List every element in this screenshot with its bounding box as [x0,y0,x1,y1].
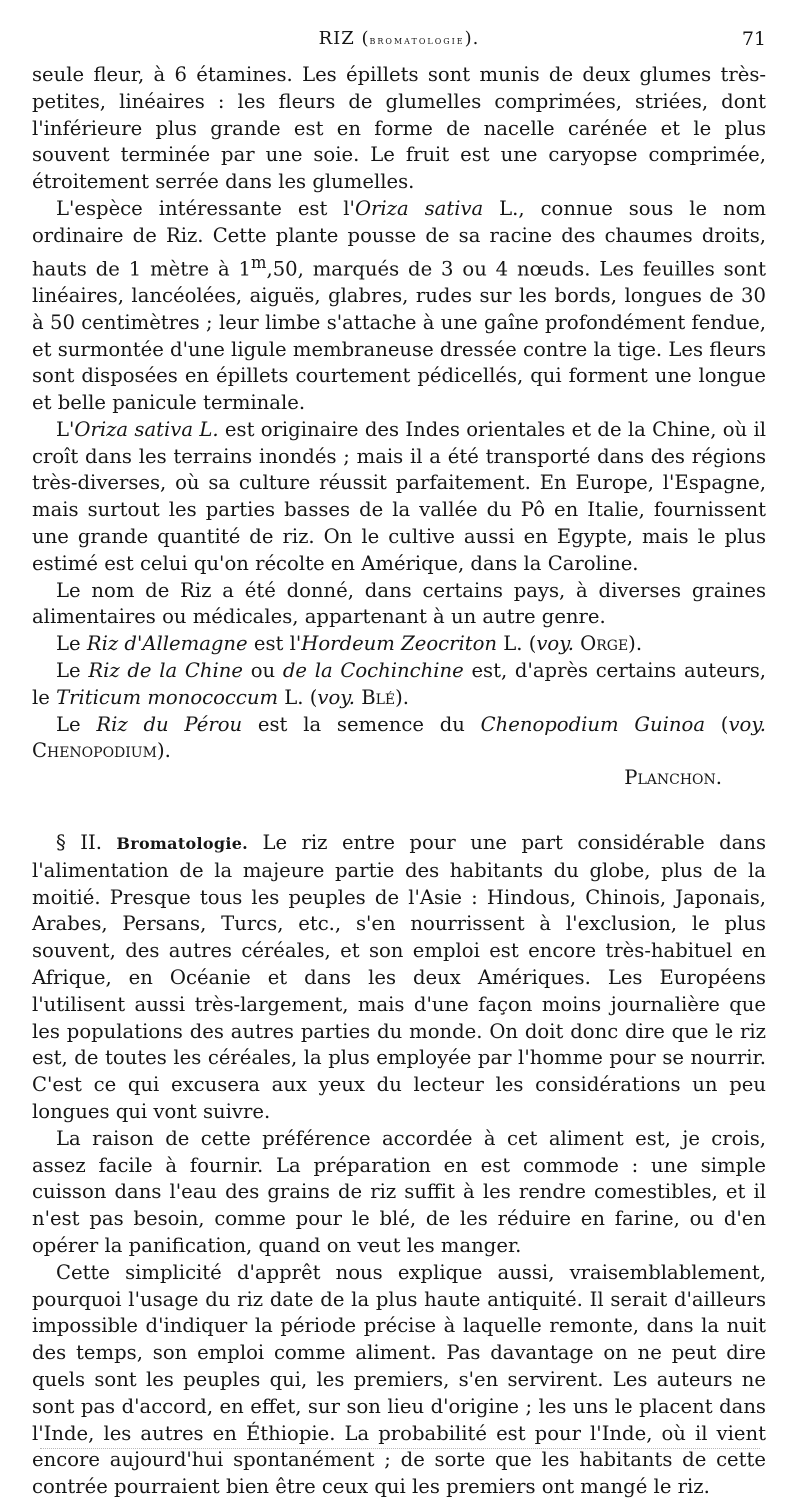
paragraph-3: L'Oriza sativa L. est originaire des Indes orientales et de la Chine, où il croît dans les terrains inondés ; mais il a été transporté dans des régions très-diverses, où sa culture réussit parfaitement. En Europe, l'Espagne, mais surtout les parties basses de la vallée du Pô en Italie, fournissent une grande quantité de riz. On le cultive aussi en Egypte, mais le plus estimé est celui qu'on récolte en Amérique, dans la Caroline. [32,417,766,575]
section-gap [32,792,766,830]
section-heading: Bromatologie. [116,834,249,854]
paragraph-7: Le Riz du Pérou est la semence du Chenopodium Guinoa (voy. Chenopodium). [32,712,767,763]
paragraph-2: L'espèce intéressante est l'Oriza sativa L., connue sous le nom ordinaire de Riz. Cette plante pousse de sa racine des chaumes droits, hauts de 1 mètre à 1$^m$,50, marqués de 3 ou 4 nœuds. Les feuilles sont linéaires, lancéolées, aiguës, glabres, rudes sur les bords, longues de 30 à 50 centimètres ; leur limbe s'attache à une gaîne profondément fendue, et surmontée d'une ligule membraneuse dressée contre la tige. Les fleurs sont disposées en épillets courtement pédicellés, qui forment une longue et belle panicule terminale. [32,196,767,415]
paragraph-6: Le Riz de la Chine ou de la Cochinchine est, d'après certains auteurs, le Triticum monococcum L. (voy. Blé). [32,659,766,709]
paragraph-10: Cette simplicité d'apprêt nous explique aussi, vraisemblablement, pourquoi l'usage du riz date de la plus haute antiquité. Il serait d'ailleurs impossible d'indiquer la période précise à laquelle remonte, dans la nuit des temps, son emploi comme aliment. Pas davantage on ne peut dire quels sont les peuples qui, les premiers, s'en servirent. Les auteurs ne sont pas d'accord, en effet, sur son lieu d'origine ; les uns le placent dans l'Inde, les autres en Éthiopie. La probabilité est pour l'Inde, où il vient encore aujourd'hui spontanément ; de sorte que les habitants de cette contrée pourraient bien être ceux qui les premiers ont mangé le riz. [32,1260,766,1499]
section-label: § II. [56,831,102,855]
section-2-paragraph: § II. Bromatologie. Le riz entre pour une part considérable dans l'alimentation de la majeure partie des habitants du globe, plus de la moitié. Presque tous les peuples de l'Asie : Hindous, Chinois, Japonais, Arabes, Persans, Turcs, etc., s'en nourrissent à l'exclusion, le plus souvent, des autres céréales, et son emploi est encore très-habituel en Afrique, en Océanie et dans les deux Amériques. Les Européens l'utilisent aussi très-largement, mais d'une façon moins journalière que les populations des autres parties du monde. On doit donc dire que le riz est, de toutes les céréales, la plus employée par l'homme pour se nourrir. C'est ce qui excusera aux yeux du lecteur les considérations un peu longues qui vont suivre. [32,831,767,1124]
paragraph-4: Le nom de Riz a été donné, dans certains pays, à diverses graines alimentaires ou médicales, appartenant à un autre genre. [32,578,766,629]
paragraph-9: La raison de cette préférence accordée à cet aliment est, je crois, assez facile à fournir. La préparation en est commode : une simple cuisson dans l'eau des grains de riz suffit à les rendre comestibles, et il n'est pas besoin, comme pour le blé, de les réduire en farine, ou d'en opérer la panification, quand on veut les manger. [32,1126,766,1257]
page-header [32,28,766,58]
footer-rule [40,1448,760,1449]
page-body [32,62,766,1501]
running-title: RIZ (bromatologie). [318,28,480,49]
author-signature: Planchon. [624,766,722,790]
paragraph-1: seule fleur, à 6 étamines. Les épillets sont munis de deux glumes très-petites, linéaires : les fleurs de glumelles comprimées, striées, dont l'inférieure plus grande est en forme de nacelle carénée et le plus souvent terminée par une soie. Le fruit est une caryopse comprimée, étroitement serrée dans les glumelles. [32,63,766,194]
paragraph-5: Le Riz d'Allemagne est l'Hordeum Zeocriton L. (voy. Orge). [56,632,643,656]
page-number: 71 [741,28,766,50]
